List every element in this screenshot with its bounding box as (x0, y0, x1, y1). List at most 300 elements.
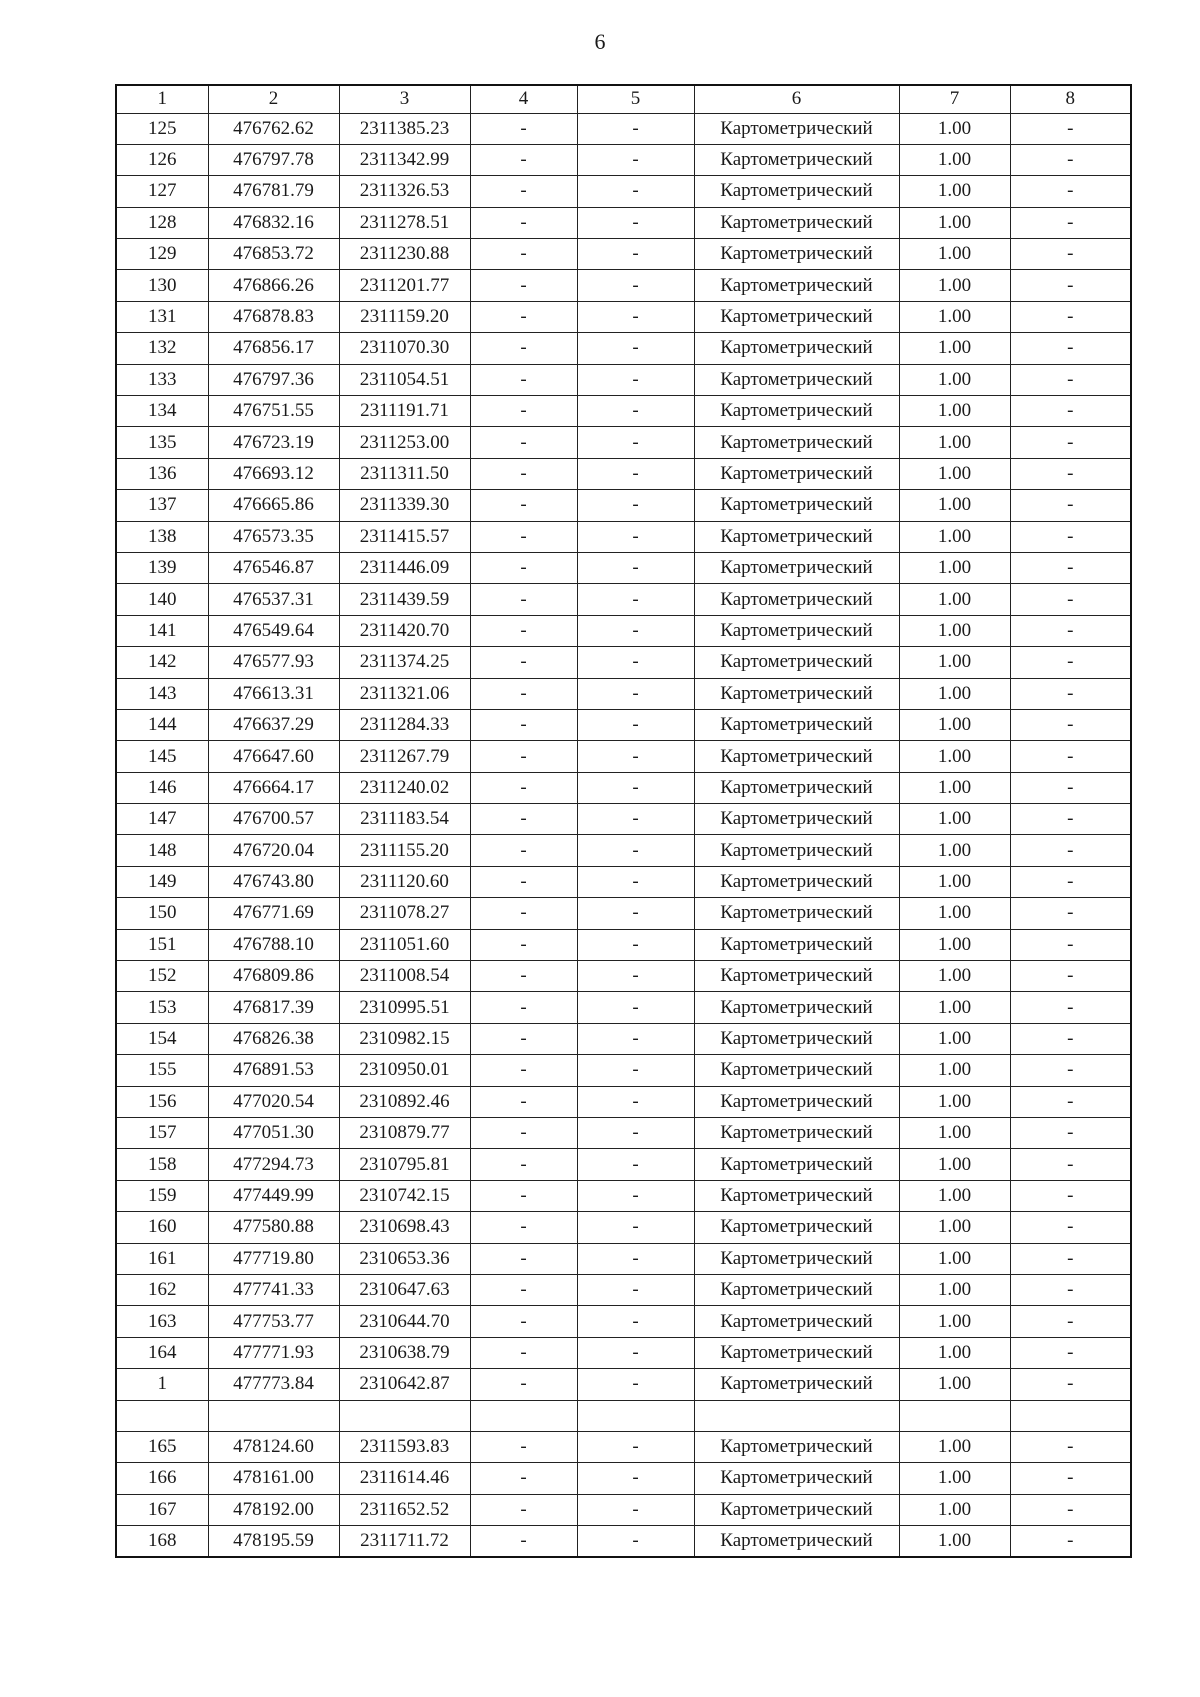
x-coordinate-cell: 476781.79 (208, 176, 339, 207)
accuracy-cell: 1.00 (899, 1463, 1010, 1494)
col4-cell: - (470, 1055, 577, 1086)
x-coordinate-cell: 476549.64 (208, 615, 339, 646)
col4-cell: - (470, 1526, 577, 1557)
table-row (116, 709, 1131, 740)
table-row (116, 584, 1131, 615)
point-number-cell: 132 (116, 333, 208, 364)
method-cell: Картометрический (694, 364, 899, 395)
x-coordinate-cell: 476665.86 (208, 490, 339, 521)
accuracy-cell: 1.00 (899, 1369, 1010, 1400)
y-coordinate-cell: 2311284.33 (339, 709, 470, 740)
table-row (116, 1118, 1131, 1149)
col5-cell: - (577, 1086, 694, 1117)
col4-cell: - (470, 741, 577, 772)
col4-cell: - (470, 144, 577, 175)
method-cell: Картометрический (694, 144, 899, 175)
y-coordinate-cell: 2311070.30 (339, 333, 470, 364)
col8-cell: - (1010, 804, 1131, 835)
accuracy-cell: 1.00 (899, 1431, 1010, 1462)
point-number-cell: 146 (116, 772, 208, 803)
method-cell: Картометрический (694, 866, 899, 897)
y-coordinate-cell: 2310742.15 (339, 1180, 470, 1211)
column-header: 2 (208, 85, 339, 113)
point-number-cell: 151 (116, 929, 208, 960)
col8-cell: - (1010, 301, 1131, 332)
x-coordinate-cell: 476832.16 (208, 207, 339, 238)
col4-cell: - (470, 364, 577, 395)
col8-cell: - (1010, 1055, 1131, 1086)
table-row (116, 113, 1131, 144)
col8-cell: - (1010, 207, 1131, 238)
column-header: 5 (577, 85, 694, 113)
method-cell: Картометрический (694, 804, 899, 835)
col4-cell: - (470, 396, 577, 427)
col8-cell: - (1010, 176, 1131, 207)
col4-cell: - (470, 1086, 577, 1117)
method-cell: Картометрический (694, 584, 899, 615)
point-number-cell: 161 (116, 1243, 208, 1274)
point-number-cell: 140 (116, 584, 208, 615)
x-coordinate-cell: 478192.00 (208, 1494, 339, 1525)
col5-cell: - (577, 709, 694, 740)
col4-cell: - (470, 804, 577, 835)
x-coordinate-cell: 478161.00 (208, 1463, 339, 1494)
point-number-cell: 136 (116, 458, 208, 489)
y-coordinate-cell: 2310892.46 (339, 1086, 470, 1117)
col5-cell: - (577, 1243, 694, 1274)
point-number-cell: 148 (116, 835, 208, 866)
y-coordinate-cell: 2311614.46 (339, 1463, 470, 1494)
method-cell: Картометрический (694, 678, 899, 709)
col5-cell: - (577, 1526, 694, 1557)
column-header: 6 (694, 85, 899, 113)
x-coordinate-cell: 476826.38 (208, 1023, 339, 1054)
y-coordinate-cell: 2310795.81 (339, 1149, 470, 1180)
column-header: 3 (339, 85, 470, 113)
y-coordinate-cell: 2310995.51 (339, 992, 470, 1023)
x-coordinate-cell: 476723.19 (208, 427, 339, 458)
table-row (116, 1180, 1131, 1211)
x-coordinate-cell: 477753.77 (208, 1306, 339, 1337)
y-coordinate-cell: 2310647.63 (339, 1274, 470, 1305)
col5-cell: - (577, 427, 694, 458)
col5-cell: - (577, 1306, 694, 1337)
x-coordinate-cell: 477741.33 (208, 1274, 339, 1305)
x-coordinate-cell: 477051.30 (208, 1118, 339, 1149)
col4-cell: - (470, 333, 577, 364)
x-coordinate-cell: 477580.88 (208, 1212, 339, 1243)
table-row (116, 144, 1131, 175)
method-cell: Картометрический (694, 1306, 899, 1337)
accuracy-cell: 1.00 (899, 1526, 1010, 1557)
x-coordinate-cell: 476891.53 (208, 1055, 339, 1086)
col5-cell: - (577, 239, 694, 270)
col8-cell: - (1010, 1369, 1131, 1400)
column-header: 1 (116, 85, 208, 113)
col5-cell: - (577, 1494, 694, 1525)
table-row (116, 1526, 1131, 1557)
col8-cell: - (1010, 144, 1131, 175)
point-number-cell: 162 (116, 1274, 208, 1305)
col5-cell: - (577, 992, 694, 1023)
point-number-cell: 163 (116, 1306, 208, 1337)
col4-cell: - (470, 1337, 577, 1368)
x-coordinate-cell: 478124.60 (208, 1431, 339, 1462)
method-cell: Картометрический (694, 301, 899, 332)
accuracy-cell: 1.00 (899, 1023, 1010, 1054)
col4-cell: - (470, 1463, 577, 1494)
accuracy-cell: 1.00 (899, 552, 1010, 583)
method-cell: Картометрический (694, 1431, 899, 1462)
accuracy-cell: 1.00 (899, 804, 1010, 835)
col5-cell: - (577, 1149, 694, 1180)
col5-cell: - (577, 1180, 694, 1211)
table-row (116, 333, 1131, 364)
col8-cell: - (1010, 709, 1131, 740)
y-coordinate-cell: 2310879.77 (339, 1118, 470, 1149)
col4-cell: - (470, 1212, 577, 1243)
col5-cell: - (577, 396, 694, 427)
accuracy-cell: 1.00 (899, 1243, 1010, 1274)
x-coordinate-cell: 476647.60 (208, 741, 339, 772)
y-coordinate-cell: 2311342.99 (339, 144, 470, 175)
accuracy-cell: 1.00 (899, 239, 1010, 270)
x-coordinate-cell: 477294.73 (208, 1149, 339, 1180)
point-number-cell: 164 (116, 1337, 208, 1368)
point-number-cell: 131 (116, 301, 208, 332)
method-cell: Картометрический (694, 709, 899, 740)
y-coordinate-cell: 2311420.70 (339, 615, 470, 646)
x-coordinate-cell: 476573.35 (208, 521, 339, 552)
accuracy-cell: 1.00 (899, 396, 1010, 427)
method-cell: Картометрический (694, 270, 899, 301)
col5-cell: - (577, 333, 694, 364)
col5-cell: - (577, 1118, 694, 1149)
x-coordinate-cell: 476866.26 (208, 270, 339, 301)
accuracy-cell: 1.00 (899, 521, 1010, 552)
y-coordinate-cell: 2311311.50 (339, 458, 470, 489)
x-coordinate-cell: 476853.72 (208, 239, 339, 270)
col8-cell: - (1010, 929, 1131, 960)
col5-cell: - (577, 584, 694, 615)
table-row (116, 929, 1131, 960)
table-body (116, 113, 1131, 1557)
table-row (116, 176, 1131, 207)
x-coordinate-cell: 476577.93 (208, 647, 339, 678)
col8-cell: - (1010, 584, 1131, 615)
point-number-cell: 143 (116, 678, 208, 709)
col4-cell: - (470, 176, 577, 207)
method-cell: Картометрический (694, 396, 899, 427)
col8-cell: - (1010, 552, 1131, 583)
x-coordinate-cell: 476700.57 (208, 804, 339, 835)
col4-cell: - (470, 835, 577, 866)
table-row (116, 1023, 1131, 1054)
col5-cell: - (577, 1337, 694, 1368)
col4-cell: - (470, 1118, 577, 1149)
accuracy-cell: 1.00 (899, 427, 1010, 458)
y-coordinate-cell: 2311191.71 (339, 396, 470, 427)
y-coordinate-cell: 2310642.87 (339, 1369, 470, 1400)
method-cell: Картометрический (694, 552, 899, 583)
y-coordinate-cell (339, 1400, 470, 1431)
point-number-cell: 160 (116, 1212, 208, 1243)
table-row (116, 1369, 1131, 1400)
accuracy-cell: 1.00 (899, 1149, 1010, 1180)
method-cell: Картометрический (694, 1463, 899, 1494)
method-cell: Картометрический (694, 1274, 899, 1305)
accuracy-cell: 1.00 (899, 270, 1010, 301)
method-cell: Картометрический (694, 427, 899, 458)
point-number-cell: 149 (116, 866, 208, 897)
col8-cell: - (1010, 866, 1131, 897)
method-cell: Картометрический (694, 113, 899, 144)
col4-cell: - (470, 992, 577, 1023)
col4-cell: - (470, 961, 577, 992)
col8-cell: - (1010, 1274, 1131, 1305)
point-number-cell: 158 (116, 1149, 208, 1180)
col5-cell: - (577, 1369, 694, 1400)
x-coordinate-cell: 476878.83 (208, 301, 339, 332)
point-number-cell: 150 (116, 898, 208, 929)
point-number-cell: 159 (116, 1180, 208, 1211)
col4-cell: - (470, 772, 577, 803)
col8-cell: - (1010, 1086, 1131, 1117)
x-coordinate-cell: 477771.93 (208, 1337, 339, 1368)
col8-cell (1010, 1400, 1131, 1431)
point-number-cell: 133 (116, 364, 208, 395)
accuracy-cell: 1.00 (899, 144, 1010, 175)
point-number-cell: 168 (116, 1526, 208, 1557)
accuracy-cell: 1.00 (899, 207, 1010, 238)
col5-cell: - (577, 961, 694, 992)
col4-cell: - (470, 866, 577, 897)
table-row (116, 396, 1131, 427)
accuracy-cell: 1.00 (899, 1180, 1010, 1211)
col4-cell: - (470, 615, 577, 646)
accuracy-cell: 1.00 (899, 898, 1010, 929)
point-number-cell: 128 (116, 207, 208, 238)
point-number-cell: 145 (116, 741, 208, 772)
y-coordinate-cell: 2311183.54 (339, 804, 470, 835)
point-number-cell: 127 (116, 176, 208, 207)
col4-cell: - (470, 1149, 577, 1180)
method-cell: Картометрический (694, 772, 899, 803)
x-coordinate-cell: 476693.12 (208, 458, 339, 489)
col4-cell: - (470, 301, 577, 332)
point-number-cell: 154 (116, 1023, 208, 1054)
method-cell: Картометрический (694, 239, 899, 270)
page-number: 6 (594, 29, 606, 54)
method-cell: Картометрический (694, 1149, 899, 1180)
method-cell: Картометрический (694, 1494, 899, 1525)
accuracy-cell: 1.00 (899, 584, 1010, 615)
col4-cell: - (470, 1180, 577, 1211)
table-row (116, 961, 1131, 992)
col5-cell: - (577, 113, 694, 144)
point-number-cell: 141 (116, 615, 208, 646)
col8-cell: - (1010, 1212, 1131, 1243)
accuracy-cell: 1.00 (899, 1274, 1010, 1305)
table-row (116, 678, 1131, 709)
table-row (116, 239, 1131, 270)
method-cell: Картометрический (694, 1118, 899, 1149)
x-coordinate-cell: 477773.84 (208, 1369, 339, 1400)
col8-cell: - (1010, 333, 1131, 364)
col5-cell: - (577, 490, 694, 521)
col8-cell: - (1010, 898, 1131, 929)
table-row (116, 364, 1131, 395)
col4-cell: - (470, 1023, 577, 1054)
col5-cell: - (577, 1463, 694, 1494)
col5-cell: - (577, 207, 694, 238)
accuracy-cell: 1.00 (899, 364, 1010, 395)
col8-cell: - (1010, 490, 1131, 521)
table-row (116, 647, 1131, 678)
col5-cell: - (577, 1023, 694, 1054)
y-coordinate-cell: 2311155.20 (339, 835, 470, 866)
x-coordinate-cell: 477020.54 (208, 1086, 339, 1117)
x-coordinate-cell (208, 1400, 339, 1431)
method-cell: Картометрический (694, 835, 899, 866)
y-coordinate-cell: 2311051.60 (339, 929, 470, 960)
y-coordinate-cell: 2311240.02 (339, 772, 470, 803)
col4-cell: - (470, 1306, 577, 1337)
col8-cell: - (1010, 1463, 1131, 1494)
col8-cell: - (1010, 1023, 1131, 1054)
col8-cell: - (1010, 835, 1131, 866)
col5-cell: - (577, 1274, 694, 1305)
point-number-cell: 134 (116, 396, 208, 427)
y-coordinate-cell: 2310982.15 (339, 1023, 470, 1054)
col5-cell: - (577, 929, 694, 960)
col4-cell: - (470, 898, 577, 929)
x-coordinate-cell: 476762.62 (208, 113, 339, 144)
table-row (116, 1494, 1131, 1525)
point-number-cell: 126 (116, 144, 208, 175)
table-row (116, 207, 1131, 238)
col5-cell: - (577, 144, 694, 175)
point-number-cell: 129 (116, 239, 208, 270)
col5-cell: - (577, 772, 694, 803)
col4-cell: - (470, 458, 577, 489)
y-coordinate-cell: 2311593.83 (339, 1431, 470, 1462)
point-number-cell: 125 (116, 113, 208, 144)
accuracy-cell: 1.00 (899, 1055, 1010, 1086)
table-row (116, 1055, 1131, 1086)
col5-cell: - (577, 835, 694, 866)
col8-cell: - (1010, 396, 1131, 427)
accuracy-cell: 1.00 (899, 301, 1010, 332)
x-coordinate-cell: 477449.99 (208, 1180, 339, 1211)
y-coordinate-cell: 2311711.72 (339, 1526, 470, 1557)
col5-cell: - (577, 301, 694, 332)
x-coordinate-cell: 476537.31 (208, 584, 339, 615)
col8-cell: - (1010, 961, 1131, 992)
point-number-cell: 166 (116, 1463, 208, 1494)
col4-cell (470, 1400, 577, 1431)
point-number-cell: 139 (116, 552, 208, 583)
col8-cell: - (1010, 1526, 1131, 1557)
table-row (116, 552, 1131, 583)
accuracy-cell: 1.00 (899, 615, 1010, 646)
col5-cell: - (577, 1212, 694, 1243)
method-cell: Картометрический (694, 1212, 899, 1243)
x-coordinate-cell: 476720.04 (208, 835, 339, 866)
y-coordinate-cell: 2311267.79 (339, 741, 470, 772)
col5-cell: - (577, 647, 694, 678)
y-coordinate-cell: 2311415.57 (339, 521, 470, 552)
col4-cell: - (470, 1369, 577, 1400)
col5-cell: - (577, 804, 694, 835)
table-row (116, 741, 1131, 772)
col4-cell: - (470, 113, 577, 144)
accuracy-cell: 1.00 (899, 678, 1010, 709)
col5-cell: - (577, 176, 694, 207)
accuracy-cell: 1.00 (899, 929, 1010, 960)
col8-cell: - (1010, 615, 1131, 646)
col4-cell: - (470, 207, 577, 238)
col5-cell: - (577, 1055, 694, 1086)
y-coordinate-cell: 2311159.20 (339, 301, 470, 332)
col4-cell: - (470, 1274, 577, 1305)
col4-cell: - (470, 270, 577, 301)
col5-cell: - (577, 741, 694, 772)
x-coordinate-cell: 476613.31 (208, 678, 339, 709)
col8-cell: - (1010, 1118, 1131, 1149)
col5-cell: - (577, 1431, 694, 1462)
table-row (116, 458, 1131, 489)
col8-cell: - (1010, 364, 1131, 395)
x-coordinate-cell: 476797.36 (208, 364, 339, 395)
point-number-cell: 157 (116, 1118, 208, 1149)
col5-cell: - (577, 678, 694, 709)
col8-cell: - (1010, 647, 1131, 678)
col8-cell: - (1010, 521, 1131, 552)
y-coordinate-cell: 2311054.51 (339, 364, 470, 395)
x-coordinate-cell: 478195.59 (208, 1526, 339, 1557)
col8-cell: - (1010, 1149, 1131, 1180)
x-coordinate-cell: 476664.17 (208, 772, 339, 803)
y-coordinate-cell: 2311278.51 (339, 207, 470, 238)
point-number-cell (116, 1400, 208, 1431)
point-number-cell: 155 (116, 1055, 208, 1086)
column-header: 7 (899, 85, 1010, 113)
point-number-cell: 130 (116, 270, 208, 301)
point-number-cell: 153 (116, 992, 208, 1023)
col8-cell: - (1010, 678, 1131, 709)
method-cell: Картометрический (694, 1180, 899, 1211)
method-cell: Картометрический (694, 458, 899, 489)
accuracy-cell: 1.00 (899, 992, 1010, 1023)
y-coordinate-cell: 2310950.01 (339, 1055, 470, 1086)
method-cell: Картометрический (694, 207, 899, 238)
col4-cell: - (470, 709, 577, 740)
col4-cell: - (470, 1494, 577, 1525)
table-row (116, 301, 1131, 332)
method-cell: Картометрический (694, 961, 899, 992)
x-coordinate-cell: 477719.80 (208, 1243, 339, 1274)
col8-cell: - (1010, 1337, 1131, 1368)
x-coordinate-cell: 476637.29 (208, 709, 339, 740)
accuracy-cell: 1.00 (899, 113, 1010, 144)
x-coordinate-cell: 476788.10 (208, 929, 339, 960)
col5-cell (577, 1400, 694, 1431)
y-coordinate-cell: 2311385.23 (339, 113, 470, 144)
accuracy-cell: 1.00 (899, 961, 1010, 992)
x-coordinate-cell: 476546.87 (208, 552, 339, 583)
point-number-cell: 142 (116, 647, 208, 678)
